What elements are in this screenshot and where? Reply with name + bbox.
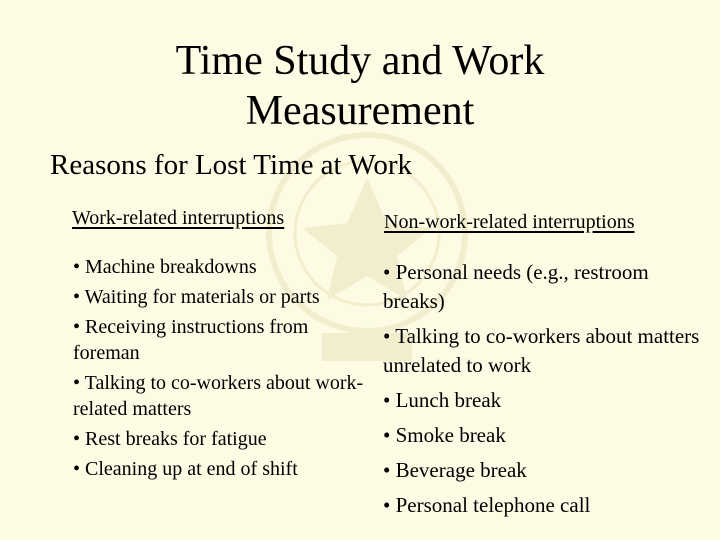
title-line-1: Time Study and Work xyxy=(175,38,545,84)
list-item xyxy=(73,284,378,310)
title-line-2: Measurement xyxy=(245,88,475,134)
bullet: • xyxy=(383,493,391,517)
list-item-text: Beverage break xyxy=(395,458,527,482)
list-item xyxy=(383,322,703,380)
bullet: • xyxy=(383,388,391,412)
bullet: • xyxy=(383,458,391,482)
non-work-related-list xyxy=(383,258,703,526)
work-related-list xyxy=(73,254,378,486)
list-item-text: Personal telephone call xyxy=(395,493,591,517)
bullet: • xyxy=(73,428,81,450)
list-item xyxy=(73,254,378,280)
list-item-text: Waiting for materials or parts xyxy=(84,286,320,308)
bullet: • xyxy=(73,316,81,338)
list-item-text: Personal needs (e.g., restroom breaks) xyxy=(383,260,649,313)
list-item xyxy=(383,491,703,520)
bullet: • xyxy=(73,458,81,480)
list-item xyxy=(73,314,378,366)
slide-title xyxy=(0,36,720,136)
list-item-text: Cleaning up at end of shift xyxy=(85,458,298,480)
bullet: • xyxy=(383,324,391,348)
list-item-text: Machine breakdowns xyxy=(85,256,257,278)
list-item-text: Talking to co-workers about matters unrelated to work xyxy=(383,324,700,377)
bullet: • xyxy=(73,372,81,394)
list-item xyxy=(383,456,703,485)
list-item-text: Talking to co-workers about work-related matters xyxy=(73,372,364,420)
right-column-heading: Non-work-related interruptions xyxy=(384,211,635,233)
bullet: • xyxy=(73,286,81,308)
bullet: • xyxy=(73,256,81,278)
bullet: • xyxy=(383,423,391,447)
bullet: • xyxy=(383,260,391,284)
list-item xyxy=(73,426,378,452)
list-item-text: Smoke break xyxy=(395,423,506,447)
left-column-heading: Work-related interruptions xyxy=(72,207,285,229)
list-item-text: Rest breaks for fatigue xyxy=(85,428,267,450)
slide-subtitle: Reasons for Lost Time at Work xyxy=(50,149,413,181)
list-item-text: Lunch break xyxy=(395,388,502,412)
list-item xyxy=(73,370,378,422)
list-item-text: Receiving instructions from foreman xyxy=(73,316,309,364)
list-item xyxy=(383,386,703,415)
list-item xyxy=(383,258,703,316)
list-item xyxy=(383,421,703,450)
list-item xyxy=(73,456,378,482)
